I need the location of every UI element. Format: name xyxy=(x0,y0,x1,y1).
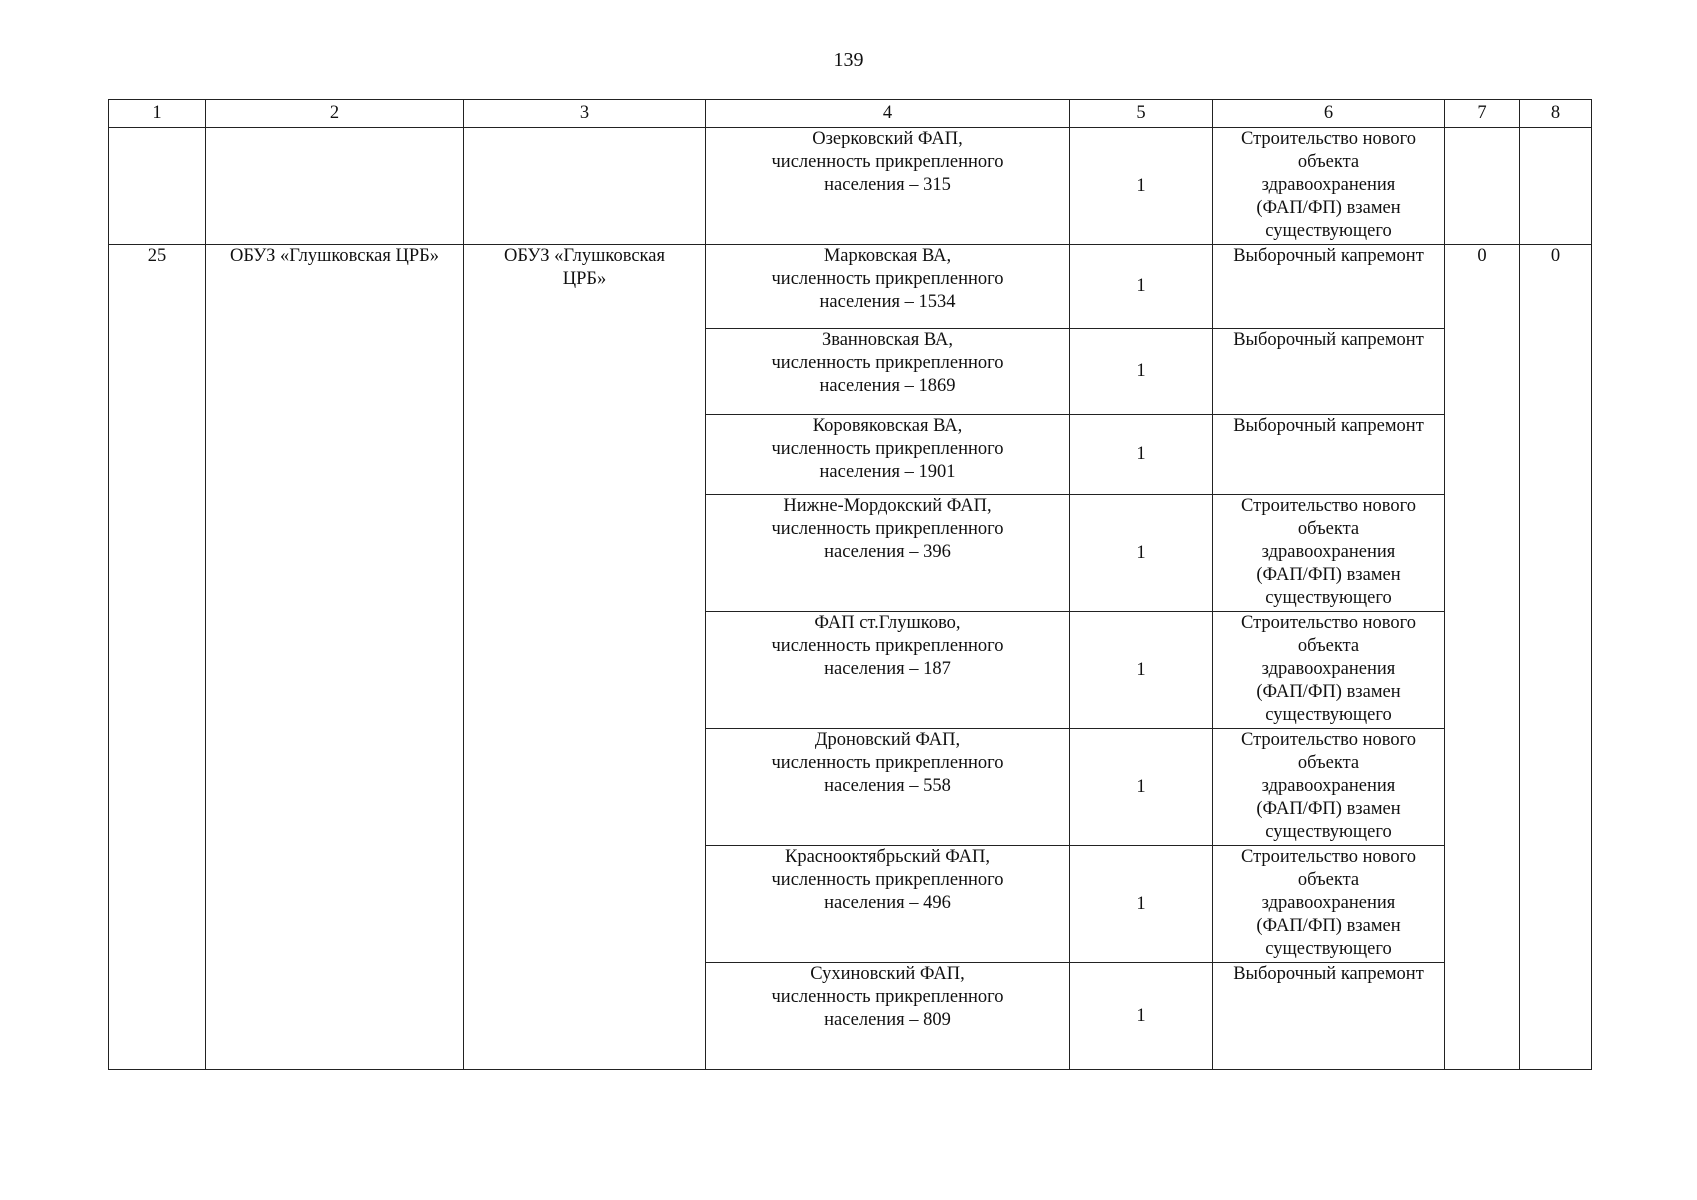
facility-line: населения – 1869 xyxy=(819,376,956,396)
count-cell: 1 xyxy=(1070,612,1213,729)
action-cell xyxy=(1213,963,1445,1070)
page-number: 139 xyxy=(833,49,864,71)
facility-line: численность прикрепленного xyxy=(771,519,1004,539)
action-line: Выборочный капремонт xyxy=(1233,330,1424,350)
facility-line: Коровяковская ВА, xyxy=(812,416,963,436)
facility-cell xyxy=(706,245,1070,329)
facility-line: Марковская ВА, xyxy=(823,246,952,266)
facility-cell xyxy=(706,329,1070,415)
action-line: здравоохранения xyxy=(1261,659,1396,679)
cell-empty xyxy=(464,128,706,245)
facility-cell xyxy=(706,963,1070,1070)
facility-line: численность прикрепленного xyxy=(771,987,1004,1007)
col7-cell: 0 xyxy=(1445,245,1520,1070)
action-cell xyxy=(1213,415,1445,495)
facility-cell xyxy=(706,128,1070,245)
facility-cell xyxy=(706,846,1070,963)
column-header: 5 xyxy=(1070,100,1213,128)
action-line: объекта xyxy=(1297,519,1360,539)
institution-line: ЦРБ» xyxy=(562,269,607,289)
action-line: (ФАП/ФП) взамен xyxy=(1256,799,1401,819)
action-line: Выборочный капремонт xyxy=(1233,964,1424,984)
action-line: объекта xyxy=(1297,636,1360,656)
facility-line: Озерковский ФАП, xyxy=(812,129,963,149)
facility-line: Краснооктябрьский ФАП, xyxy=(784,847,991,867)
header-row xyxy=(109,100,1592,128)
column-header: 7 xyxy=(1445,100,1520,128)
action-line: здравоохранения xyxy=(1261,776,1396,796)
action-line: существующего xyxy=(1265,588,1392,608)
action-cell xyxy=(1213,245,1445,329)
action-line: существующего xyxy=(1265,221,1392,241)
facility-line: Дроновский ФАП, xyxy=(814,730,961,750)
facility-line: численность прикрепленного xyxy=(771,439,1004,459)
action-cell xyxy=(1213,128,1445,245)
facility-line: населения – 558 xyxy=(824,776,951,796)
cell-empty xyxy=(206,128,464,245)
action-line: объекта xyxy=(1297,753,1360,773)
col8-cell: 0 xyxy=(1520,245,1592,1070)
action-line: объекта xyxy=(1297,152,1360,172)
action-line: здравоохранения xyxy=(1261,175,1396,195)
facility-line: численность прикрепленного xyxy=(771,269,1004,289)
column-header: 1 xyxy=(109,100,206,128)
facility-line: населения – 1901 xyxy=(819,462,956,482)
cell-empty xyxy=(1445,128,1520,245)
row-number-cell: 25 xyxy=(109,245,206,1070)
table-row xyxy=(109,245,1592,329)
action-cell xyxy=(1213,729,1445,846)
facility-line: ФАП ст.Глушково, xyxy=(814,613,961,633)
count-cell: 1 xyxy=(1070,963,1213,1070)
action-cell xyxy=(1213,612,1445,729)
action-line: существующего xyxy=(1265,822,1392,842)
count-cell: 1 xyxy=(1070,729,1213,846)
facility-line: населения – 396 xyxy=(824,542,951,562)
action-cell xyxy=(1213,495,1445,612)
count-cell: 1 xyxy=(1070,329,1213,415)
facility-line: населения – 809 xyxy=(824,1010,951,1030)
facility-line: Званновская ВА, xyxy=(821,330,954,350)
column-header: 6 xyxy=(1213,100,1445,128)
facility-line: численность прикрепленного xyxy=(771,753,1004,773)
facility-cell xyxy=(706,415,1070,495)
action-line: Выборочный капремонт xyxy=(1233,416,1424,436)
count-cell: 1 xyxy=(1070,495,1213,612)
count-cell: 1 xyxy=(1070,245,1213,329)
action-line: (ФАП/ФП) взамен xyxy=(1256,565,1401,585)
action-line: Строительство нового xyxy=(1241,847,1416,867)
facility-line: населения – 1534 xyxy=(819,292,956,312)
action-line: Строительство нового xyxy=(1241,496,1416,516)
column-header: 4 xyxy=(706,100,1070,128)
action-line: Строительство нового xyxy=(1241,129,1416,149)
action-line: (ФАП/ФП) взамен xyxy=(1256,682,1401,702)
action-line: здравоохранения xyxy=(1261,542,1396,562)
facility-line: численность прикрепленного xyxy=(771,870,1004,890)
facility-line: Сухиновский ФАП, xyxy=(810,964,965,984)
institution-cell xyxy=(464,245,706,1070)
data-table xyxy=(108,99,1592,1070)
cell-empty xyxy=(1520,128,1592,245)
column-header: 8 xyxy=(1520,100,1592,128)
organization-cell: ОБУЗ «Глушковская ЦРБ» xyxy=(206,245,464,1070)
action-line: Строительство нового xyxy=(1241,613,1416,633)
facility-line: численность прикрепленного xyxy=(771,636,1004,656)
action-line: Выборочный капремонт xyxy=(1233,246,1424,266)
action-cell xyxy=(1213,329,1445,415)
facility-cell xyxy=(706,495,1070,612)
action-line: (ФАП/ФП) взамен xyxy=(1256,916,1401,936)
facility-cell xyxy=(706,612,1070,729)
facility-line: Нижне-Мордокский ФАП, xyxy=(783,496,992,516)
action-line: (ФАП/ФП) взамен xyxy=(1256,198,1401,218)
action-line: здравоохранения xyxy=(1261,893,1396,913)
institution-line: ОБУЗ «Глушковская xyxy=(504,246,665,266)
facility-line: населения – 187 xyxy=(824,659,951,679)
cell-empty xyxy=(109,128,206,245)
action-line: существующего xyxy=(1265,939,1392,959)
action-line: существующего xyxy=(1265,705,1392,725)
facility-line: численность прикрепленного xyxy=(771,353,1004,373)
count-cell: 1 xyxy=(1070,415,1213,495)
action-line: объекта xyxy=(1297,870,1360,890)
column-header: 3 xyxy=(464,100,706,128)
action-line: Строительство нового xyxy=(1241,730,1416,750)
action-cell xyxy=(1213,846,1445,963)
facility-line: численность прикрепленного xyxy=(771,152,1004,172)
column-header: 2 xyxy=(206,100,464,128)
facility-line: населения – 496 xyxy=(824,893,951,913)
facility-cell xyxy=(706,729,1070,846)
count-cell: 1 xyxy=(1070,128,1213,245)
facility-line: населения – 315 xyxy=(824,175,951,195)
count-cell: 1 xyxy=(1070,846,1213,963)
table-row xyxy=(109,128,1592,245)
